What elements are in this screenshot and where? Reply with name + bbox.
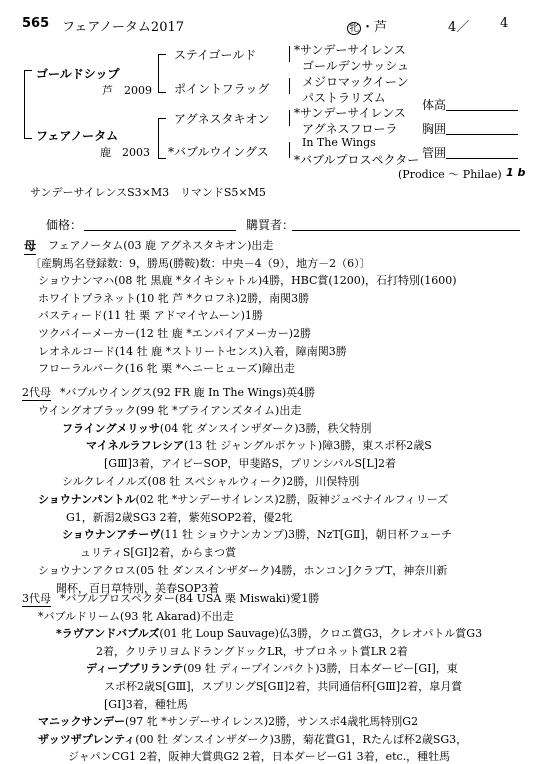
buyer-label: 購買者： [246,218,295,232]
buyer-field[interactable] [292,230,520,231]
gen3-8: *バブルプロスペクター [294,153,420,167]
pedigree-line [86,660,458,676]
chest-field[interactable] [446,134,518,135]
pedigree-line: *バブルプロスペクター(84 USA 栗 Miswaki)愛1勝 [60,592,320,605]
pedigree-line: 〔産駒馬名登録数：9，勝馬(勝鞍)数：中央－4（9），地方－2（6）〕 [30,256,371,270]
horse-name: フェアノータム2017 [62,20,185,35]
horse-name-bold: ショウナンアチーヴ [62,528,161,542]
inbreeding-line: サンデーサイレンスS3×M3 リマンドS5×M5 [30,186,266,199]
pedigree-line [62,420,372,436]
pedigree-line: *バブルウイングス(92 FR 鹿 In The Wings)英4勝 [60,386,316,399]
gen3-4: パストラリズム [302,91,386,105]
sex-mark: 牝 [349,23,359,34]
horse-record: (97 牝 *サンデーサイレンス)2勝，サンスポ4歳牝馬特別G2 [125,715,419,729]
sire-name: ゴールドシップ [36,67,120,81]
horse-record: (02 牝 *サンデーサイレンス)2勝，阪神ジュベナイルフィリーズ [135,492,449,506]
gen3-1: *サンデーサイレンス [294,43,406,57]
pedigree-line: バスティード(11 牡 栗 アドマイヤムーン)1勝 [38,309,263,323]
pedigree-line: *バブルドリーム(93 牝 Akarad)不出走 [38,609,234,623]
pedigree-line [62,526,452,542]
horse-name-bold: ディープブリランテ [86,662,184,676]
gen3-7: In The Wings [302,136,376,149]
pedigree-line: ジャパンCG1 2着，阪神大賞典G2 2着，日本ダービーG1 3着，etc.，種牡馬 [68,750,451,764]
gen3-2: ゴールデンサッシュ [302,59,410,73]
pedigree-line [38,731,467,747]
pedigree-line: 2着，クリテリヨムドラングドックLR，サブロネット賞LR 2着 [96,644,408,658]
gen3-5: *サンデーサイレンス [294,106,406,120]
dam-info: 鹿 2003 [100,146,150,159]
birth-day: 4 [500,16,509,31]
gen3-3: メジロマックイーン [302,75,409,89]
gen3-section-label: 3代母 [22,592,51,605]
horse-name-bold: ショウナンパントル [38,492,136,506]
horse-name-bold: フライングメリッサ [62,421,160,435]
price-field[interactable] [84,230,236,231]
horse-record: (00 牡 ダンスインザダーク)3勝，菊花賞G1，Rたんぱ杯2歳SG3， [135,732,468,746]
sex-badge [347,16,387,35]
price-label: 価格： [46,218,83,232]
horse-name-bold: マイネルラフレシア [86,439,184,453]
horse-name-bold: マニックサンデー [38,715,126,729]
pedigree-line [86,437,432,453]
pedigree-line: G1，新潟2歳SG3 2着，紫苑SOP2着，優2牝 [66,510,293,524]
pedigree-line: レオネルコード(14 牡 鹿 *ストリートセンス)入着，障南関3勝 [38,344,347,358]
pedigree-line: [GⅢ]3着，アイビーSOP，甲斐路S，プリンシパルS[L]2着 [104,457,396,471]
coat-color: ・芦 [361,20,388,35]
pedigree-line: 聞杯，百日草特別，美春SOP3着 [56,581,219,595]
gen2-1: ステイゴールド [174,48,257,62]
pedigree-line: フェアノータム(03 鹿 アグネスタキオン)出走 [48,239,274,252]
family-number: 1 b [506,166,526,179]
pedigree-line: ツクバイーメーカー(12 牡 鹿 *エンパイアメーカー)2勝 [38,327,312,340]
dam-section-label: 母 [24,239,37,253]
cannon-field[interactable] [446,158,518,159]
birth-month: 4／ [448,20,470,35]
pedigree-line: スポ杯2歳S[GⅢ]，スプリングS[GⅡ]2着，共同通信杯[GⅢ]2着，皐月賞 [104,680,463,693]
chest-label: 胸囲 [422,122,447,136]
horse-record: (13 牡 ジャングルポケット)障3勝，東スポ杯2歳S [183,439,432,453]
gen2-section-label: 2代母 [22,386,51,399]
height-label: 体高 [422,98,447,112]
horse-record: (04 牝 ダンスインザダーク)3勝，秩父特別 [159,421,372,435]
pedigree-line: フローラルパーク(16 牝 栗 *ヘニーヒューズ)障出走 [38,362,295,376]
dam-name: フェアノータム [36,129,119,143]
gen2-3: アグネスタキオン [174,112,270,126]
horse-record: (09 牡 ディープインパクト)3勝，日本ダービー[GⅠ]，東 [183,662,458,676]
cannon-label: 管囲 [422,146,447,160]
pedigree-line: ショウナンアクロス(05 牡 ダンスインザダーク)4勝，ホンコンJクラブT，神奈川新 [38,564,448,577]
pedigree-line [38,491,448,507]
pedigree-line [56,625,482,641]
horse-record: (01 牝 Loup Sauvage)仏3勝，クロエ賞G3，クレオパトル賞G3 [159,627,483,641]
pedigree-line: ホワイトプラネット(10 牝 芦 *クロフネ)2勝，南関3勝 [38,291,310,305]
pedigree-line: [GⅠ]3着，種牡馬 [104,697,188,711]
gen2-2: ポイントフラッグ [174,82,270,96]
sire-info: 芦 2009 [102,84,152,97]
pedigree-footnote: (Prodice ～ Philae) [398,168,502,181]
horse-record: (11 牡 ショウナンカンプ)3勝，NzT[GⅡ]，朝日杯フューチ [160,528,453,542]
pedigree-line: シルクレイノルズ(08 牡 スペシャルウィーク)2勝，川俣特別 [62,475,360,488]
lot-number: 565 [22,16,50,31]
pedigree-line: ュリティS[GⅠ]2着，からまつ賞 [80,546,237,560]
gen2-4: *バブルウイングス [168,145,269,159]
horse-name-bold: *ラヴアンドバブルズ [56,627,160,641]
pedigree-line [38,713,418,729]
gen3-6: アグネスフローラ [302,122,398,136]
pedigree-line: ショウナンマハ(08 牝 黒鹿 *タイキシャトル)4勝，HBC賞(1200)，石打特別(1600) [38,274,457,288]
pedigree-line: ウイングオブラック(99 牝 *ブライアンズタイム)出走 [38,403,302,417]
horse-name-bold: ザッツザプレンティ [38,732,136,746]
height-field[interactable] [446,110,518,111]
